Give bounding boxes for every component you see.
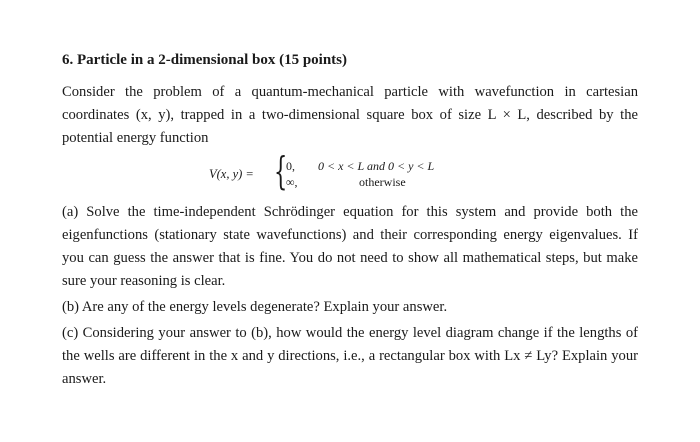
problem-intro: Consider the problem of a quantum-mechanical particle with wavefunction in cartesian coordinates (x, y), trapped in a two-dimensional square box of size L × L, described by the potential energy function: [62, 84, 638, 146]
part-a: (a) Solve the time-independent Schrödinger equation for this system and provide both the eigenfunctions (stationary state wavefunctions) and their corresponding energy eigenvalues. If you can guess the answer that is fine. You do not need to show all mathematical steps, but make sure your reasoning is clear.: [62, 204, 638, 289]
equation-lhs: V(x, y) =: [209, 167, 254, 181]
problem-title: 6. Particle in a 2-dimensional box (15 points): [62, 52, 348, 68]
equation-case2-value: ∞,: [286, 175, 298, 189]
equation-case1-value: 0,: [286, 159, 295, 173]
part-c: (c) Considering your answer to (b), how would the energy level diagram change if the lengths of the wells are different in the x and y directions, i.e., a rectangular box with Lx ≠ Ly? Explain your answer.: [62, 325, 638, 387]
equation-case1-condition: 0 < x < L and 0 < y < L: [318, 159, 435, 173]
equation-brace: {: [274, 149, 288, 193]
potential-equation: [62, 149, 638, 195]
equation-case2-condition: otherwise: [359, 175, 406, 189]
part-b: (b) Are any of the energy levels degenerate? Explain your answer.: [62, 299, 448, 315]
problem-page: [62, 50, 638, 391]
